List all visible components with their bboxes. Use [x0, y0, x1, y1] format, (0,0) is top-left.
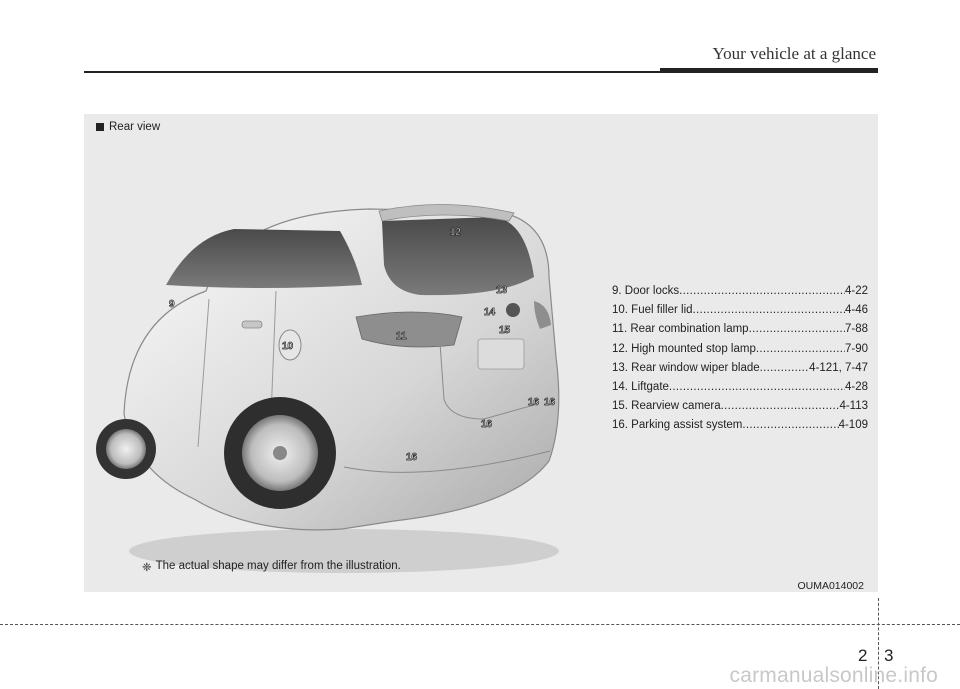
callout-16: 16 — [481, 419, 493, 430]
square-bullet-icon — [96, 123, 104, 131]
panel-heading-text: Rear view — [109, 121, 161, 133]
callout-16: 16 — [528, 397, 540, 408]
section-title: Your vehicle at a glance — [712, 44, 876, 63]
legend-item: 14. Liftgate ..... 4-28 — [612, 378, 868, 397]
front-wheel — [96, 419, 156, 479]
side-window — [166, 229, 362, 288]
panel-heading — [96, 121, 160, 133]
door-handle — [242, 321, 262, 328]
illustration-footnote — [142, 560, 401, 574]
footnote-text: The actual shape may differ from the illustration. — [155, 560, 401, 572]
page-number: 3 — [884, 646, 894, 665]
legend-item: 15. Rearview camera ..... 4-113 — [612, 397, 868, 416]
chapter-number: 2 — [858, 646, 868, 665]
callout-12: 12 — [450, 227, 462, 238]
legend-item: 10. Fuel filler lid ..... 4-46 — [612, 301, 868, 320]
callout-9: 9 — [169, 299, 175, 310]
callout-14: 14 — [484, 307, 496, 318]
footer-rule — [0, 624, 960, 625]
footnote-symbol-icon: ❈ — [142, 562, 152, 574]
image-code: OUMA014002 — [797, 580, 864, 592]
legend-item: 13. Rear window wiper blade ..... 4-121, 7-47 — [612, 359, 868, 378]
header-rule-accent — [660, 68, 878, 73]
rear-view-panel — [84, 114, 878, 592]
vehicle-rear-illustration — [94, 199, 564, 579]
legend-item: 11. Rear combination lamp ..... 7-88 — [612, 320, 868, 339]
callout-10: 10 — [282, 341, 294, 352]
watermark: carmanualsonline.info — [729, 664, 938, 687]
legend-item: 16. Parking assist system ..... 4-109 — [612, 416, 868, 435]
callout-13: 13 — [496, 285, 508, 296]
tail-lamp — [356, 312, 462, 347]
legend-item: 9. Door locks ..... 4-22 — [612, 282, 868, 301]
legend-item: 12. High mounted stop lamp ..... 7-90 — [612, 340, 868, 359]
callout-15: 15 — [499, 325, 511, 336]
kia-badge — [506, 303, 520, 317]
callout-16: 16 — [406, 452, 418, 463]
rear-wheel — [224, 397, 336, 509]
license-plate-area — [478, 339, 524, 369]
callout-16: 16 — [544, 397, 556, 408]
component-legend — [612, 282, 868, 436]
callout-11: 11 — [396, 331, 407, 342]
